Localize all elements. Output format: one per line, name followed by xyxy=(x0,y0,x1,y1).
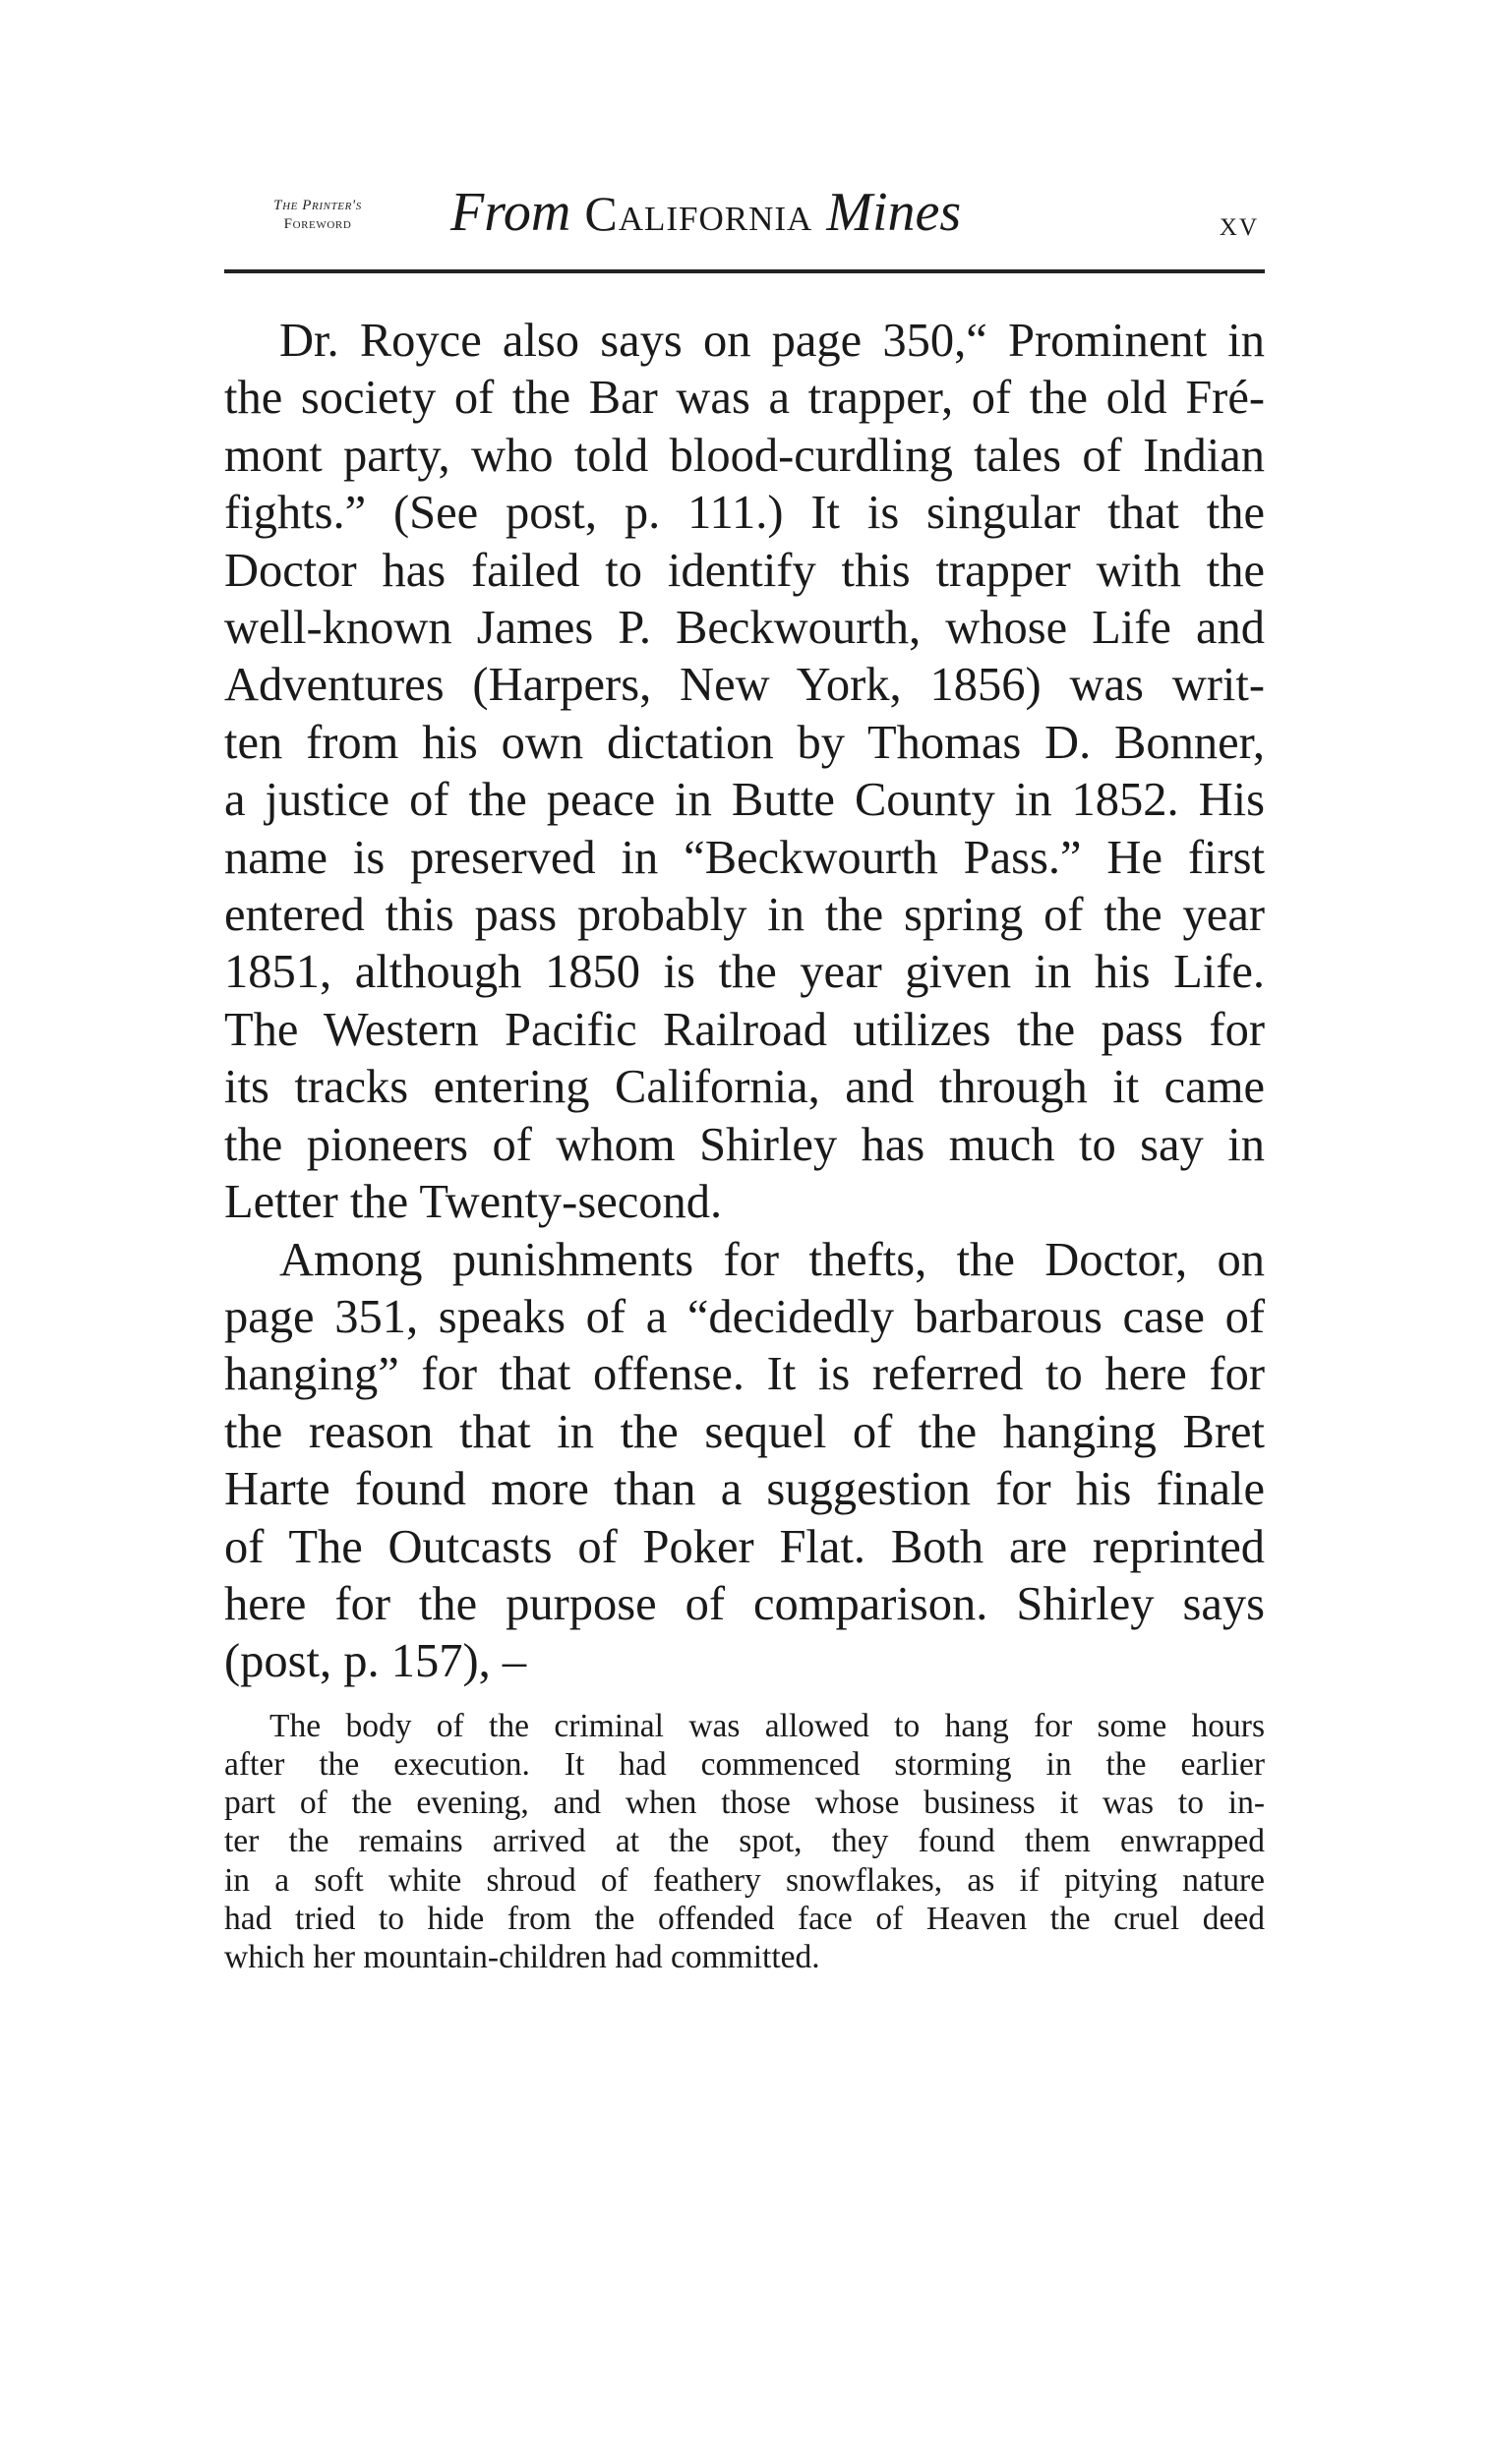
text-line: fights.” (See post, p. 111.) It is singular that the xyxy=(224,487,1265,540)
text-line: The Western Pacific Railroad utilizes the pass for xyxy=(224,1003,1265,1056)
text-line: the society of the Bar was a trapper, of the old Fré- xyxy=(224,372,1265,425)
text-line: Among punishments for thefts, the Doctor, on xyxy=(279,1233,1265,1286)
section-tag-line-1: The Printer's xyxy=(273,198,362,213)
header-rule xyxy=(224,269,1265,273)
running-title-california: California xyxy=(584,186,813,241)
text-line: (post, p. 157), – xyxy=(224,1635,527,1688)
quote-line: ter the remains arrived at the spot, they found them enwrapped xyxy=(224,1823,1265,1860)
quote-line: part of the evening, and when those whose business it was to in- xyxy=(224,1785,1265,1822)
text-line: mont party, who told blood-curdling tales of Indian xyxy=(224,429,1265,482)
section-tag xyxy=(224,197,411,234)
text-line: name is preserved in “Beckwourth Pass.” He first xyxy=(224,831,1265,884)
paragraph-royce-beckwourth xyxy=(224,313,1265,1691)
text-line: the reason that in the sequel of the hanging Bret xyxy=(224,1405,1265,1458)
text-line: its tracks entering California, and through it came xyxy=(224,1061,1265,1114)
page-number: xv xyxy=(1219,204,1259,243)
text-line: here for the purpose of comparison. Shirley says xyxy=(224,1577,1265,1630)
text-line: a justice of the peace in Butte County in 1852. His xyxy=(224,774,1265,827)
text-line: ten from his own dictation by Thomas D. Bonner, xyxy=(224,716,1265,769)
running-header xyxy=(224,177,1265,264)
text-line: well-known James P. Beckwourth, whose Life and xyxy=(224,602,1265,655)
quote-line: had tried to hide from the offended face of Heaven the cruel deed xyxy=(224,1900,1265,1937)
section-tag-line-2: Foreword xyxy=(283,216,352,232)
text-line: Letter the Twenty-second. xyxy=(224,1176,723,1229)
quote-line: The body of the criminal was allowed to hang for some hours xyxy=(269,1707,1265,1744)
text-line: Doctor has failed to identify this trapper with the xyxy=(224,544,1265,597)
book-page xyxy=(224,177,1265,1976)
text-line: Harte found more than a suggestion for his finale xyxy=(224,1463,1265,1516)
quote-line: which her mountain-children had committed. xyxy=(224,1938,820,1975)
quote-line: after the execution. It had commenced storming in the earlier xyxy=(224,1745,1265,1783)
block-quotation xyxy=(224,1707,1265,1976)
text-line: of The Outcasts of Poker Flat. Both are reprinted xyxy=(224,1520,1265,1573)
running-title-mines: Mines xyxy=(826,182,962,243)
text-line: Adventures (Harpers, New York, 1856) was writ- xyxy=(224,659,1265,712)
text-line: hanging” for that offense. It is referred to here for xyxy=(224,1348,1265,1401)
text-line: entered this pass probably in the spring of the year xyxy=(224,889,1265,942)
running-title xyxy=(450,181,1147,245)
running-title-from: From xyxy=(450,182,571,243)
text-line: 1851, although 1850 is the year given in his Life. xyxy=(224,946,1265,999)
text-line: page 351, speaks of a “decidedly barbarous case of xyxy=(224,1290,1265,1343)
quote-line: in a soft white shroud of feathery snowflakes, as if pitying nature xyxy=(224,1861,1265,1899)
text-line: Dr. Royce also says on page 350,“ Prominent in xyxy=(279,315,1265,367)
text-line: the pioneers of whom Shirley has much to say in xyxy=(224,1118,1265,1171)
